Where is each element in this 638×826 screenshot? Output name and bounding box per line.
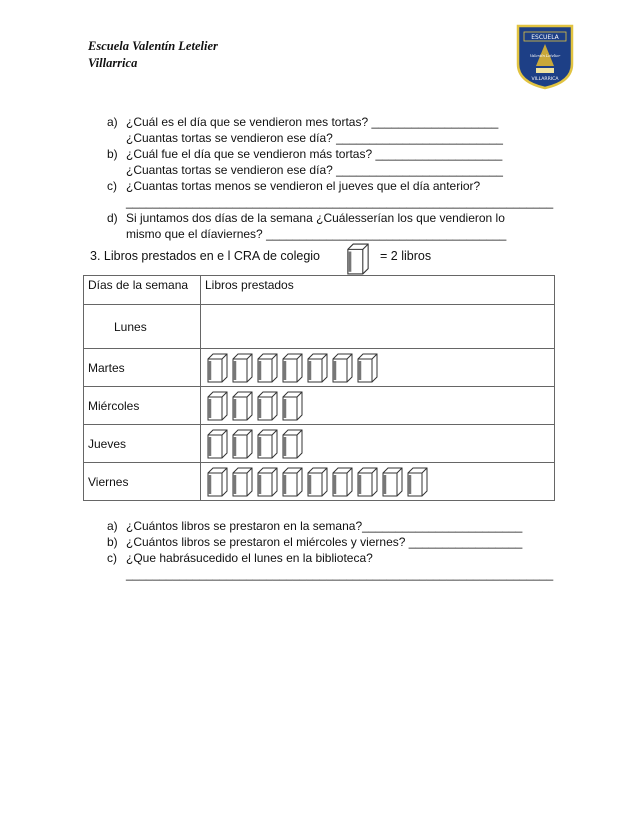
answer-line: ________________________________________________________________ — [126, 567, 554, 581]
day-label: Jueves — [84, 425, 201, 463]
question-text: ¿Cuántos libros se prestaron en la semana?________________________ — [126, 519, 523, 533]
question-a: a) ¿Cuántos libros se prestaron en la semana?________________________ — [107, 519, 523, 533]
book-icon — [207, 353, 228, 383]
table-header-row — [84, 276, 555, 305]
book-cell — [201, 463, 555, 501]
question-c: c) ¿Cuantas tortas menos se vendieron el jueves que el día anterior? ________________________________________________________________ — [107, 179, 554, 209]
book-icon — [357, 467, 378, 497]
school-name: Escuela Valentín Letelier — [88, 39, 218, 53]
question-a: a) ¿Cuál es el día que se vendieron mes tortas? ___________________ ¿Cuantas tortas se vendieron ese día? _________________________ — [107, 114, 553, 146]
book-icon — [257, 391, 278, 421]
school-crest-logo — [514, 24, 576, 90]
table-row — [84, 387, 555, 425]
book-icon — [332, 353, 353, 383]
header-days: Días de la semana — [84, 276, 201, 305]
answer-line: ________________________________________________________________ — [126, 195, 554, 209]
book-cell — [201, 305, 555, 349]
table-row — [84, 349, 555, 387]
book-icon — [282, 353, 303, 383]
book-icon — [307, 467, 328, 497]
legend-value: = 2 libros — [380, 249, 432, 263]
book-cell — [201, 425, 555, 463]
book-icon — [382, 467, 403, 497]
book-icon — [232, 391, 253, 421]
day-label: Lunes — [84, 305, 201, 349]
book-cell — [201, 349, 555, 387]
day-label: Miércoles — [84, 387, 201, 425]
crest-title: ESCUELA — [531, 34, 559, 41]
book-icon — [307, 353, 328, 383]
table-row — [84, 425, 555, 463]
book-icon — [207, 429, 228, 459]
question-text: mismo que el díaviernes? ____________________________________ — [126, 227, 507, 241]
table-row — [84, 305, 555, 349]
day-label: Viernes — [84, 463, 201, 501]
crest-name: Valentín Letelier — [529, 54, 561, 58]
pictogram-table — [83, 275, 555, 501]
book-icon — [407, 467, 428, 497]
book-icon — [207, 391, 228, 421]
book-icon — [232, 467, 253, 497]
question-d: d) Si juntamos dos días de la semana ¿Cuálesserían los que vendieron lo mismo que el díaviernes? ____________________________________ — [107, 210, 553, 242]
question-text: ¿Cuántos libros se prestaron el miércoles y viernes? _________________ — [126, 535, 523, 549]
question-text: Si juntamos dos días de la semana ¿Cuálesserían los que vendieron lo — [126, 211, 505, 225]
crest-city: VILLARRICA — [531, 77, 559, 82]
question-text: ¿Cuál fue el día que se vendieron más tortas? ___________________ — [126, 147, 503, 161]
question-b: b) ¿Cuál fue el día que se vendieron más tortas? ___________________ ¿Cuantas tortas se vendieron ese día? _________________________ — [107, 146, 553, 178]
book-icon — [257, 353, 278, 383]
book-icon — [282, 429, 303, 459]
book-icon — [282, 391, 303, 421]
question-list-a — [107, 114, 553, 242]
book-icon — [257, 429, 278, 459]
day-label: Martes — [84, 349, 201, 387]
school-city: Villarrica — [88, 56, 138, 70]
question-text: ¿Cuantas tortas menos se vendieron el jueves que el día anterior? — [126, 179, 481, 193]
table-row — [84, 463, 555, 501]
question-text: ¿Cuantas tortas se vendieron ese día? _________________________ — [126, 163, 503, 177]
book-icon — [232, 429, 253, 459]
book-cell — [201, 387, 555, 425]
question-text: ¿Cuál es el día que se vendieron mes tortas? ___________________ — [126, 115, 499, 129]
question-c: c) ¿Que habrásucedido el lunes en la biblioteca? ________________________________________________________________ — [107, 551, 554, 581]
book-icon — [207, 467, 228, 497]
section-3-title: 3. Libros prestados en e l CRA de colegio — [90, 249, 320, 263]
book-icon — [332, 467, 353, 497]
question-text: ¿Que habrásucedido el lunes en la biblioteca? — [126, 551, 373, 565]
header-books: Libros prestados — [201, 276, 555, 305]
book-icon — [282, 467, 303, 497]
question-b: b) ¿Cuántos libros se prestaron el miércoles y viernes? _________________ — [107, 535, 523, 549]
question-text: ¿Cuantas tortas se vendieron ese día? _________________________ — [126, 131, 503, 145]
book-icon — [346, 243, 370, 275]
book-icon — [232, 353, 253, 383]
school-header — [88, 38, 218, 72]
question-list-b — [107, 518, 553, 582]
book-icon — [357, 353, 378, 383]
book-icon — [257, 467, 278, 497]
